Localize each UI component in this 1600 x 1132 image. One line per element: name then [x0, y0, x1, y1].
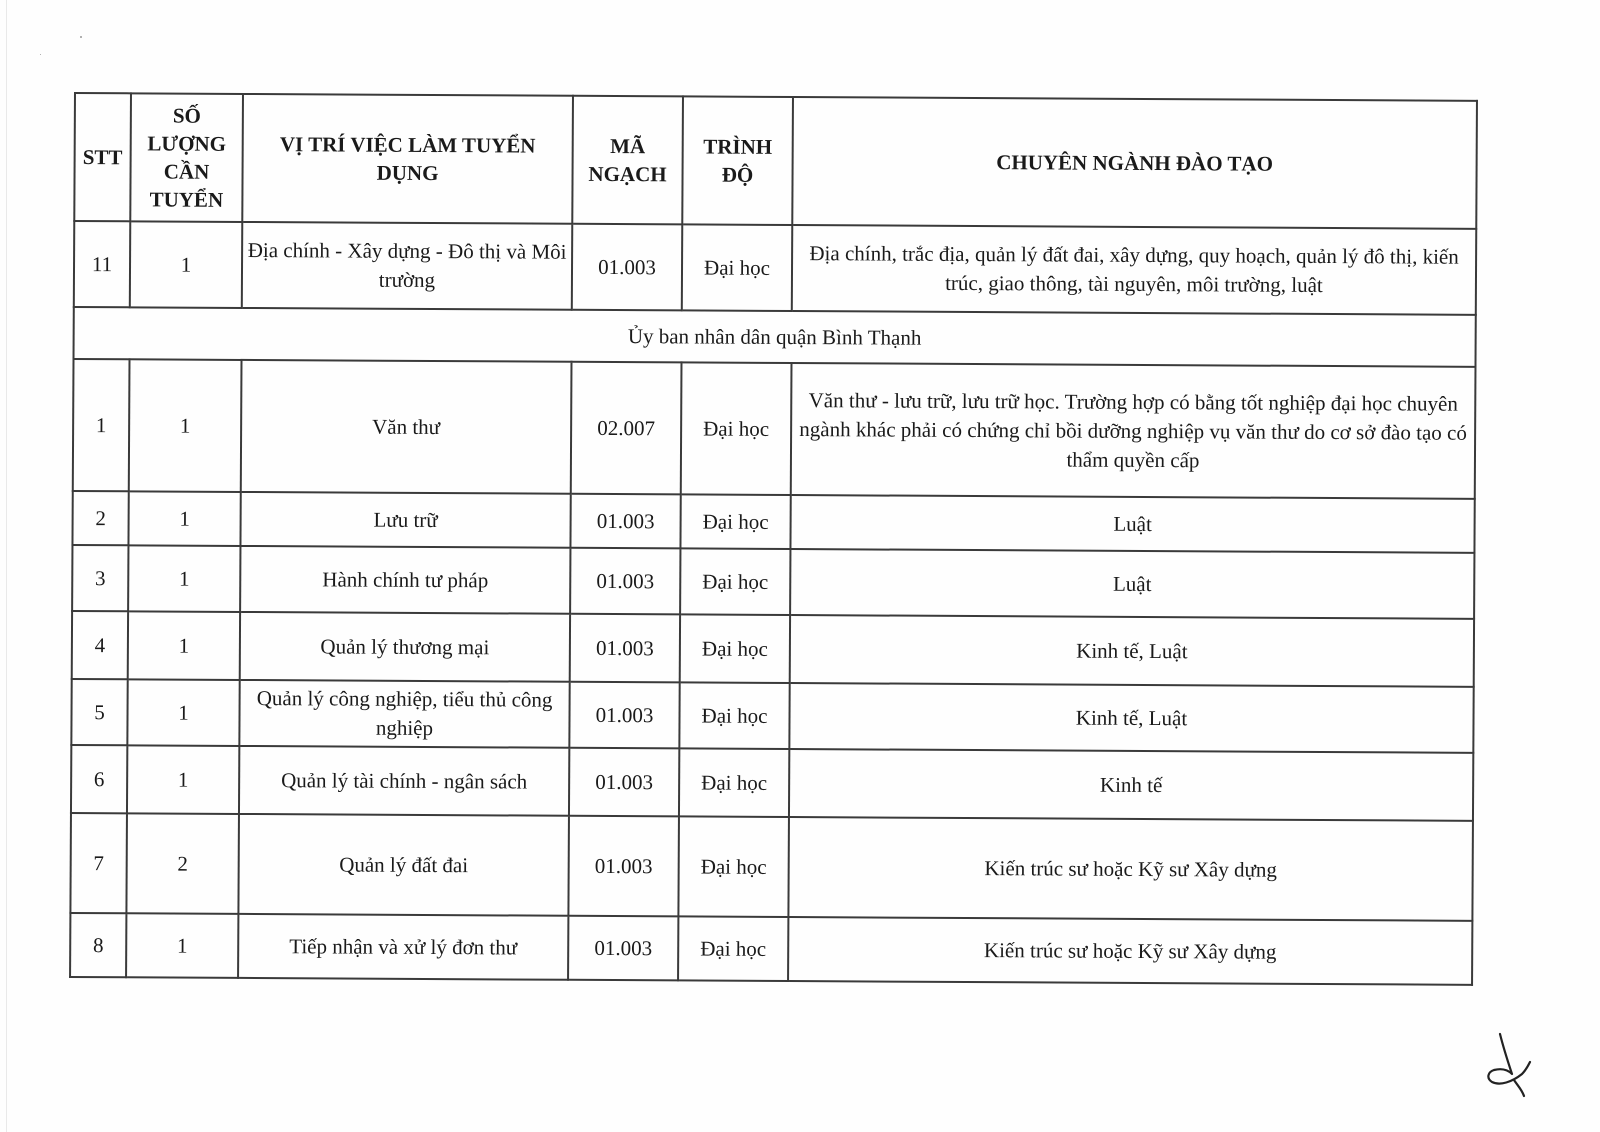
cell-stt: 7	[70, 813, 127, 913]
cell-quantity: 1	[130, 221, 242, 308]
table-row	[71, 679, 1473, 753]
cell-level: Đại học	[681, 362, 792, 495]
cell-quantity: 1	[126, 913, 238, 978]
section-row	[74, 307, 1476, 367]
cell-level: Đại học	[682, 224, 792, 311]
cell-position: Quản lý đất đai	[238, 814, 569, 916]
cell-major: Luật	[790, 549, 1474, 619]
cell-quantity: 1	[128, 611, 240, 680]
cell-grade-code: 01.003	[569, 748, 679, 817]
cell-major: Kinh tế, Luật	[790, 615, 1474, 687]
table-row	[74, 221, 1476, 315]
cell-level: Đại học	[680, 494, 790, 549]
cell-quantity: 1	[129, 359, 242, 492]
cell-grade-code: 01.003	[568, 916, 678, 981]
recruitment-table	[69, 92, 1478, 986]
cell-major: Văn thư - lưu trữ, lưu trữ học. Trường hợp có bằng tốt nghiệp đại học chuyên ngành khác phải có chứng chỉ bồi dưỡng nghiệp vụ văn thư do cơ sở đào tạo có thẩm quyền cấp	[791, 363, 1476, 499]
scan-edge-line	[6, 0, 7, 1132]
cell-quantity: 2	[126, 813, 239, 914]
cell-major: Địa chính, trắc địa, quản lý đất đai, xây dựng, quy hoạch, quản lý đô thị, kiến trúc, giao thông, tài nguyên, môi trường, luật	[792, 225, 1476, 315]
cell-position: Văn thư	[241, 360, 572, 494]
table-header-row	[74, 93, 1477, 229]
header-level: TRÌNH ĐỘ	[682, 96, 793, 225]
cell-position: Quản lý thương mại	[240, 612, 570, 682]
cell-major: Luật	[790, 495, 1474, 553]
cell-stt: 5	[71, 679, 127, 745]
cell-position: Quản lý tài chính - ngân sách	[239, 746, 569, 816]
table-row	[72, 611, 1474, 687]
table-row	[71, 745, 1473, 821]
cell-grade-code: 01.003	[570, 548, 680, 615]
initials-signature-icon	[1478, 1030, 1538, 1100]
cell-major: Kinh tế	[789, 749, 1473, 821]
table-row	[70, 913, 1472, 985]
scan-speck	[40, 54, 41, 55]
header-position: VỊ TRÍ VIỆC LÀM TUYỂN DỤNG	[242, 94, 573, 224]
cell-level: Đại học	[679, 682, 789, 749]
header-quantity: SỐ LƯỢNG CẦN TUYỂN	[130, 93, 243, 222]
cell-position: Địa chính - Xây dựng - Đô thị và Môi trường	[242, 222, 572, 310]
cell-stt: 2	[72, 491, 128, 545]
cell-grade-code: 01.003	[570, 494, 680, 549]
cell-quantity: 1	[127, 679, 239, 746]
header-grade-code: MÃ NGẠCH	[572, 96, 683, 225]
cell-stt: 3	[72, 545, 128, 611]
cell-level: Đại học	[678, 816, 789, 917]
scan-speck	[80, 36, 82, 38]
cell-level: Đại học	[679, 748, 789, 817]
table-row	[72, 545, 1474, 619]
cell-stt: 8	[70, 913, 126, 977]
cell-level: Đại học	[680, 548, 790, 615]
section-title: Ủy ban nhân dân quận Bình Thạnh	[74, 307, 1476, 367]
header-stt: STT	[74, 93, 131, 221]
cell-grade-code: 01.003	[569, 682, 679, 749]
cell-grade-code: 01.003	[568, 816, 679, 917]
table-row	[70, 813, 1473, 921]
cell-level: Đại học	[680, 614, 790, 683]
cell-quantity: 1	[127, 745, 239, 814]
cell-quantity: 1	[128, 545, 240, 612]
cell-stt: 11	[74, 221, 130, 307]
cell-grade-code: 02.007	[571, 362, 682, 495]
cell-position: Hành chính tư pháp	[240, 546, 570, 614]
cell-stt: 6	[71, 745, 127, 813]
cell-position: Lưu trữ	[240, 492, 570, 548]
table-row	[72, 491, 1474, 553]
cell-stt: 4	[72, 611, 128, 679]
cell-major: Kinh tế, Luật	[789, 683, 1473, 753]
cell-quantity: 1	[128, 491, 240, 546]
table-row	[73, 359, 1476, 499]
cell-position: Quản lý công nghiệp, tiểu thủ công nghiệp	[239, 680, 569, 748]
cell-grade-code: 01.003	[572, 224, 682, 311]
cell-major: Kiến trúc sư hoặc Kỹ sư Xây dựng	[788, 917, 1472, 985]
cell-grade-code: 01.003	[570, 614, 680, 683]
cell-level: Đại học	[678, 916, 788, 981]
cell-major: Kiến trúc sư hoặc Kỹ sư Xây dựng	[788, 817, 1473, 921]
cell-stt: 1	[73, 359, 130, 491]
header-major: CHUYÊN NGÀNH ĐÀO TẠO	[792, 97, 1477, 229]
cell-position: Tiếp nhận và xử lý đơn thư	[238, 914, 568, 980]
